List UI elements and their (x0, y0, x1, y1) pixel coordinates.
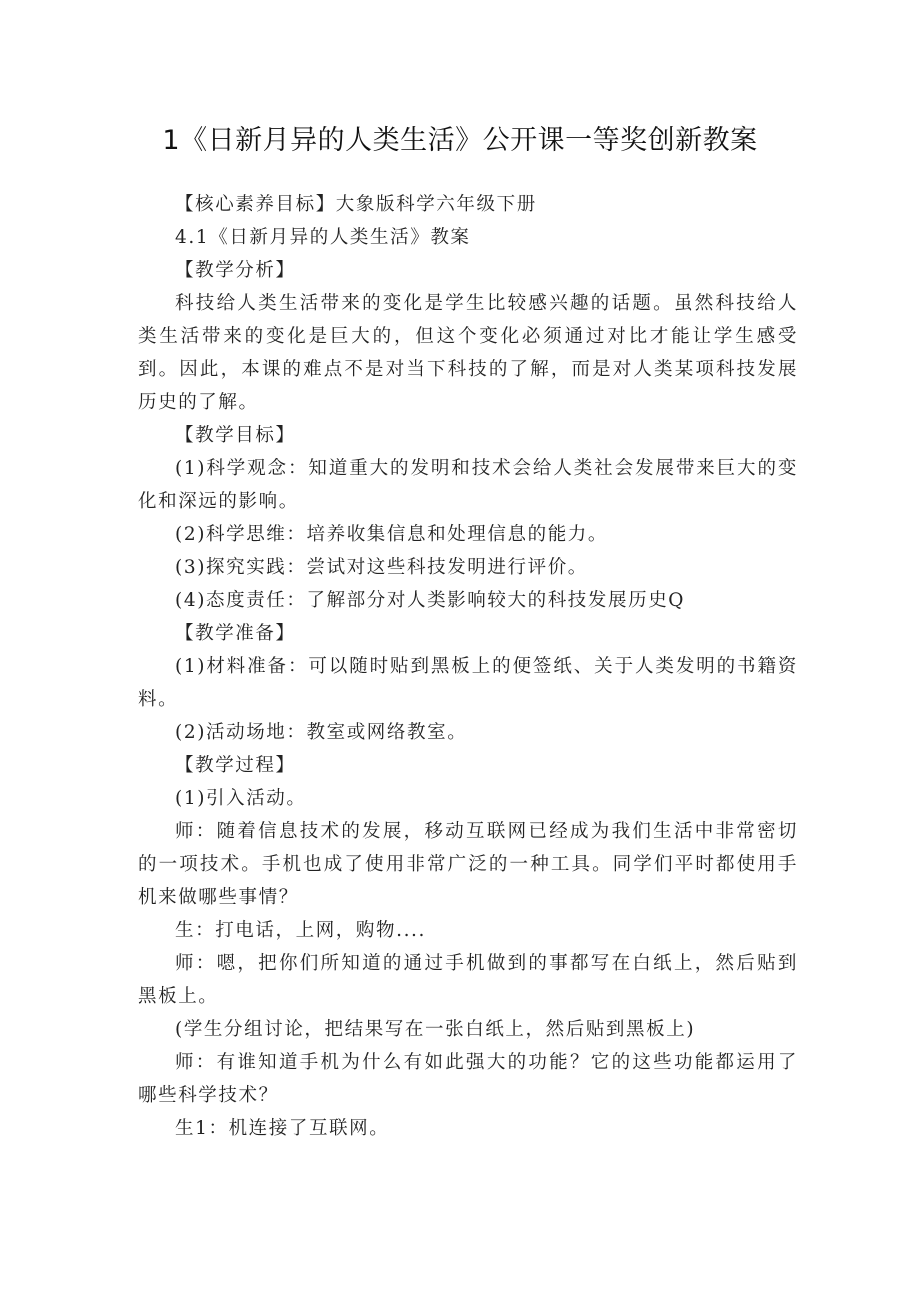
goal-item: (1)科学观念：知道重大的发明和技术会给人类社会发展带来巨大的变化和深远的影响。 (138, 458, 798, 512)
heading-goals: 【教学目标】 (175, 425, 296, 446)
document-title: 1《日新月异的人类生活》公开课一等奖创新教案 (162, 125, 758, 156)
dialogue-line: 师：有谁知道手机为什么有如此强大的功能？它的这些功能都运用了哪些科学技术？ (138, 1052, 798, 1106)
document-body (138, 188, 798, 1145)
preparation-item: (2)活动场地：教室或网络教室。 (175, 722, 468, 743)
dialogue-line: 生：打电话，上网，购物.... (175, 920, 427, 941)
goal-item: (4)态度责任：了解部分对人类影响较大的科技发展历史Q (175, 590, 686, 611)
heading-analysis: 【教学分析】 (175, 260, 296, 281)
paragraph-lesson-name: 4.1《日新月异的人类生活》教案 (175, 227, 471, 248)
heading-preparation: 【教学准备】 (175, 623, 296, 644)
preparation-item: (1)材料准备：可以随时贴到黑板上的便签纸、关于人类发明的书籍资料。 (138, 656, 798, 710)
dialogue-note: (学生分组讨论，把结果写在一张白纸上，然后贴到黑板上) (175, 1019, 696, 1040)
dialogue-line: 师：随着信息技术的发展，移动互联网已经成为我们生活中非常密切的一项技术。手机也成了使用非常广泛的一种工具。同学们平时都使用手机来做哪些事情？ (138, 821, 798, 908)
goal-item: (2)科学思维：培养收集信息和处理信息的能力。 (175, 524, 609, 545)
dialogue-line: 生1：机连接了互联网。 (175, 1118, 390, 1139)
goal-item: (3)探究实践：尝试对这些科技发明进行评价。 (175, 557, 588, 578)
paragraph-analysis: 科技给人类生活带来的变化是学生比较感兴趣的话题。虽然科技给人类生活带来的变化是巨大的，但这个变化必须通过对比才能让学生感受到。因此，本课的难点不是对当下科技的了解，而是对人类某项科技发展历史的了解。 (138, 293, 798, 413)
heading-process: 【教学过程】 (175, 755, 296, 776)
process-step: (1)引入活动。 (175, 788, 307, 809)
paragraph-core-goal: 【核心素养目标】大象版科学六年级下册 (175, 194, 537, 215)
dialogue-line: 师：嗯，把你们所知道的通过手机做到的事都写在白纸上，然后贴到黑板上。 (138, 953, 798, 1007)
